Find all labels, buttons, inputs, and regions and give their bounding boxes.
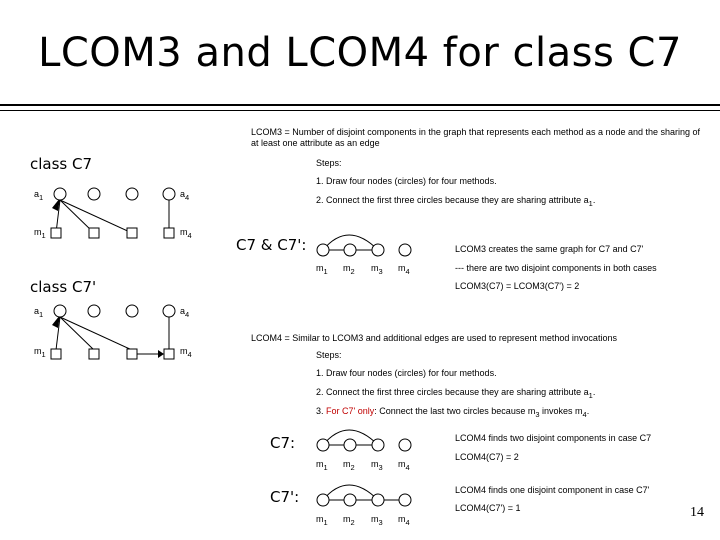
method-label-m4: $m_4$ — [398, 263, 410, 276]
method-label-m4: $m_4$ — [398, 514, 410, 527]
edge-a1-m3 — [60, 317, 132, 350]
method-circle-m3 — [372, 244, 384, 256]
attribute-node-a3 — [126, 305, 138, 317]
method-circle-m4 — [399, 494, 411, 506]
method-circle-m1 — [317, 494, 329, 506]
lcom4-step-1: 1. Draw four nodes (circles) for four methods. — [316, 368, 497, 378]
method-label-m2: $m_2$ — [343, 459, 355, 472]
page-number: 14 — [690, 505, 704, 520]
method-node-m4 — [164, 228, 174, 238]
lcom3-step-2: 2. Connect the first three circles because they are sharing attribute $a_1$. — [316, 195, 596, 208]
lcom4-c7-result: LCOM4(C7) = 2 — [455, 452, 519, 462]
method-node-m2 — [89, 349, 99, 359]
lcom4-c7-prime-graph — [317, 485, 411, 506]
lcom4-step-2: 2. Connect the first three circles because they are sharing attribute $a_1$. — [316, 387, 596, 400]
node-label-a1: $a_1$ — [34, 189, 44, 202]
method-node-m1 — [51, 349, 61, 359]
lcom3-result: LCOM3(C7) = LCOM3(C7') = 2 — [455, 281, 580, 291]
method-label-m2: $m_2$ — [343, 263, 355, 276]
method-circle-m4 — [399, 244, 411, 256]
slide-title: LCOM3 and LCOM4 for class C7 — [38, 30, 682, 76]
lcom3-definition: LCOM3 = Number of disjoint components in the graph that represents each method as a node and the sharing of at least one attribute as an edge — [251, 127, 701, 148]
node-label-a4: $a_4$ — [180, 306, 190, 319]
node-label-m4: $m_4$ — [180, 227, 192, 240]
lcom4-step-3: 3. For C7' only: Connect the last two circles because $m_3$ invokes $m_4$. — [316, 406, 590, 419]
attribute-node-a2 — [88, 305, 100, 317]
lcom4-c7-prime-result: LCOM4(C7') = 1 — [455, 503, 521, 513]
method-node-m3 — [127, 228, 137, 238]
node-label-m1: $m_1$ — [34, 227, 46, 240]
lcom3-step-1: 1. Draw four nodes (circles) for four methods. — [316, 176, 497, 186]
invocation-arrowhead — [158, 350, 164, 358]
class-c7-label: class C7 — [30, 155, 93, 173]
class-c7-prime-label: class C7' — [30, 278, 97, 296]
lcom4-c7-prime-graph-label: C7': — [270, 488, 300, 506]
class-c7-prime-diagram — [51, 305, 175, 359]
method-label-m3: $m_3$ — [371, 263, 383, 276]
edge-a1-m2 — [60, 317, 94, 350]
attribute-node-a4 — [163, 305, 175, 317]
method-label-m2: $m_2$ — [343, 514, 355, 527]
lcom4-definition: LCOM4 = Similar to LCOM3 and additional edges are used to represent method invocations — [251, 333, 617, 343]
method-node-m2 — [89, 228, 99, 238]
lcom3-steps-label: Steps: — [316, 158, 342, 168]
method-label-m3: $m_3$ — [371, 514, 383, 527]
method-label-m4: $m_4$ — [398, 459, 410, 472]
method-circle-m4 — [399, 439, 411, 451]
method-circle-m2 — [344, 439, 356, 451]
lcom4-c7-graph — [317, 430, 411, 451]
method-node-m1 — [51, 228, 61, 238]
method-label-m1: $m_1$ — [316, 459, 328, 472]
lcom4-c7-graph-label: C7: — [270, 434, 296, 452]
class-c7-diagram — [51, 188, 175, 238]
method-circle-m2 — [344, 244, 356, 256]
method-label-m1: $m_1$ — [316, 514, 328, 527]
method-label-m1: $m_1$ — [316, 263, 328, 276]
attribute-node-a1 — [54, 305, 66, 317]
method-node-m4 — [164, 349, 174, 359]
method-circle-m1 — [317, 439, 329, 451]
node-label-m1: $m_1$ — [34, 346, 46, 359]
lcom4-c7-prime-note: LCOM4 finds one disjoint component in case C7' — [455, 485, 650, 495]
method-circle-m3 — [372, 439, 384, 451]
method-circle-m2 — [344, 494, 356, 506]
attribute-node-a3 — [126, 188, 138, 200]
lcom4-c7-note: LCOM4 finds two disjoint components in case C7 — [455, 433, 652, 443]
lcom3-graph-label: C7 & C7': — [236, 236, 307, 254]
method-circle-m3 — [372, 494, 384, 506]
method-circle-m1 — [317, 244, 329, 256]
method-label-m3: $m_3$ — [371, 459, 383, 472]
node-label-m4: $m_4$ — [180, 346, 192, 359]
lcom3-note-same-graph: LCOM3 creates the same graph for C7 and C7' — [455, 244, 644, 254]
lcom3-note-components: --- there are two disjoint components in both cases — [455, 263, 657, 273]
lcom3-graph — [317, 235, 411, 256]
attribute-node-a1 — [54, 188, 66, 200]
lcom4-steps-label: Steps: — [316, 350, 342, 360]
method-node-m3 — [127, 349, 137, 359]
attribute-node-a4 — [163, 188, 175, 200]
node-label-a4: $a_4$ — [180, 189, 190, 202]
node-label-a1: $a_1$ — [34, 306, 44, 319]
attribute-node-a2 — [88, 188, 100, 200]
